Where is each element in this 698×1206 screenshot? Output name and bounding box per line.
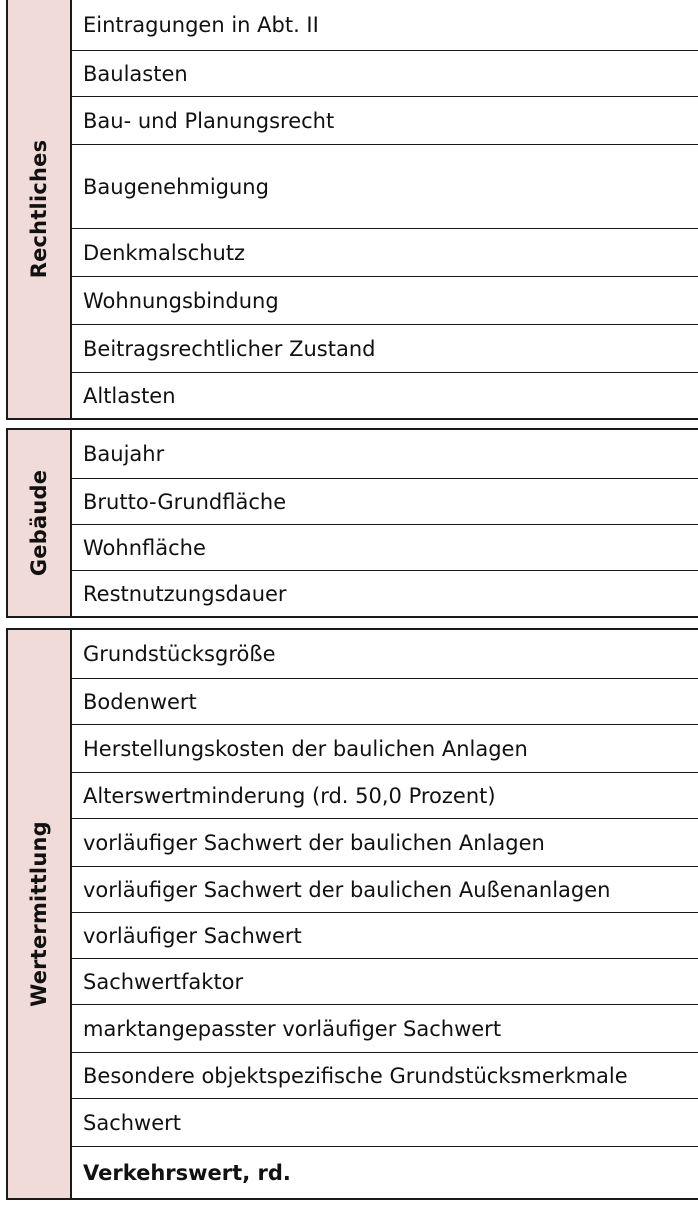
section-label-wertermittlung [8,630,72,1198]
table-row: Brutto-Grundfläche [72,478,698,524]
table-row: Denkmalschutz [72,228,698,276]
table-row: marktangepasster vorläufiger Sachwert [72,1004,698,1052]
section-title: Wertermittlung [27,821,51,1007]
table-row: Alterswertminderung (rd. 50,0 Prozent) [72,772,698,818]
table-row: Bau- und Planungsrecht [72,96,698,144]
table-row: Sachwertfaktor [72,958,698,1004]
section-title: Rechtliches [27,139,51,279]
table-row: Eintragungen in Abt. II [83,13,319,37]
table-row: Sachwert [72,1098,698,1146]
table-row-total: Verkehrswert, rd. [72,1146,698,1198]
table-row: Baujahr [83,442,165,466]
rows-gebaeude [72,430,698,616]
table-row: Baugenehmigung [72,144,698,228]
table-row: vorläufiger Sachwert der baulichen Anlagen [72,818,698,866]
table-row: Beitragsrechtlicher Zustand [72,324,698,372]
section-gebaeude [6,428,698,618]
section-rechtliches [6,0,698,420]
rows-rechtliches [72,0,698,418]
table-row: Restnutzungsdauer [72,570,698,616]
table-row: Bodenwert [72,678,698,724]
table-row: Wohnungsbindung [72,276,698,324]
table-row: Grundstücksgröße [83,642,276,666]
rows-wertermittlung [72,630,698,1198]
section-label-rechtliches [8,0,72,418]
table-row: Wohnfläche [72,524,698,570]
table-row: Besondere objektspezifische Grundstücksmerkmale [72,1052,698,1098]
section-label-gebaeude [8,430,72,616]
table-row: Altlasten [72,372,698,418]
section-title: Gebäude [27,469,51,577]
table-row: vorläufiger Sachwert der baulichen Außenanlagen [72,866,698,912]
table-row: Herstellungskosten der baulichen Anlagen [72,724,698,772]
table-row: vorläufiger Sachwert [72,912,698,958]
table-row: Baulasten [72,50,698,96]
section-wertermittlung [6,628,698,1200]
